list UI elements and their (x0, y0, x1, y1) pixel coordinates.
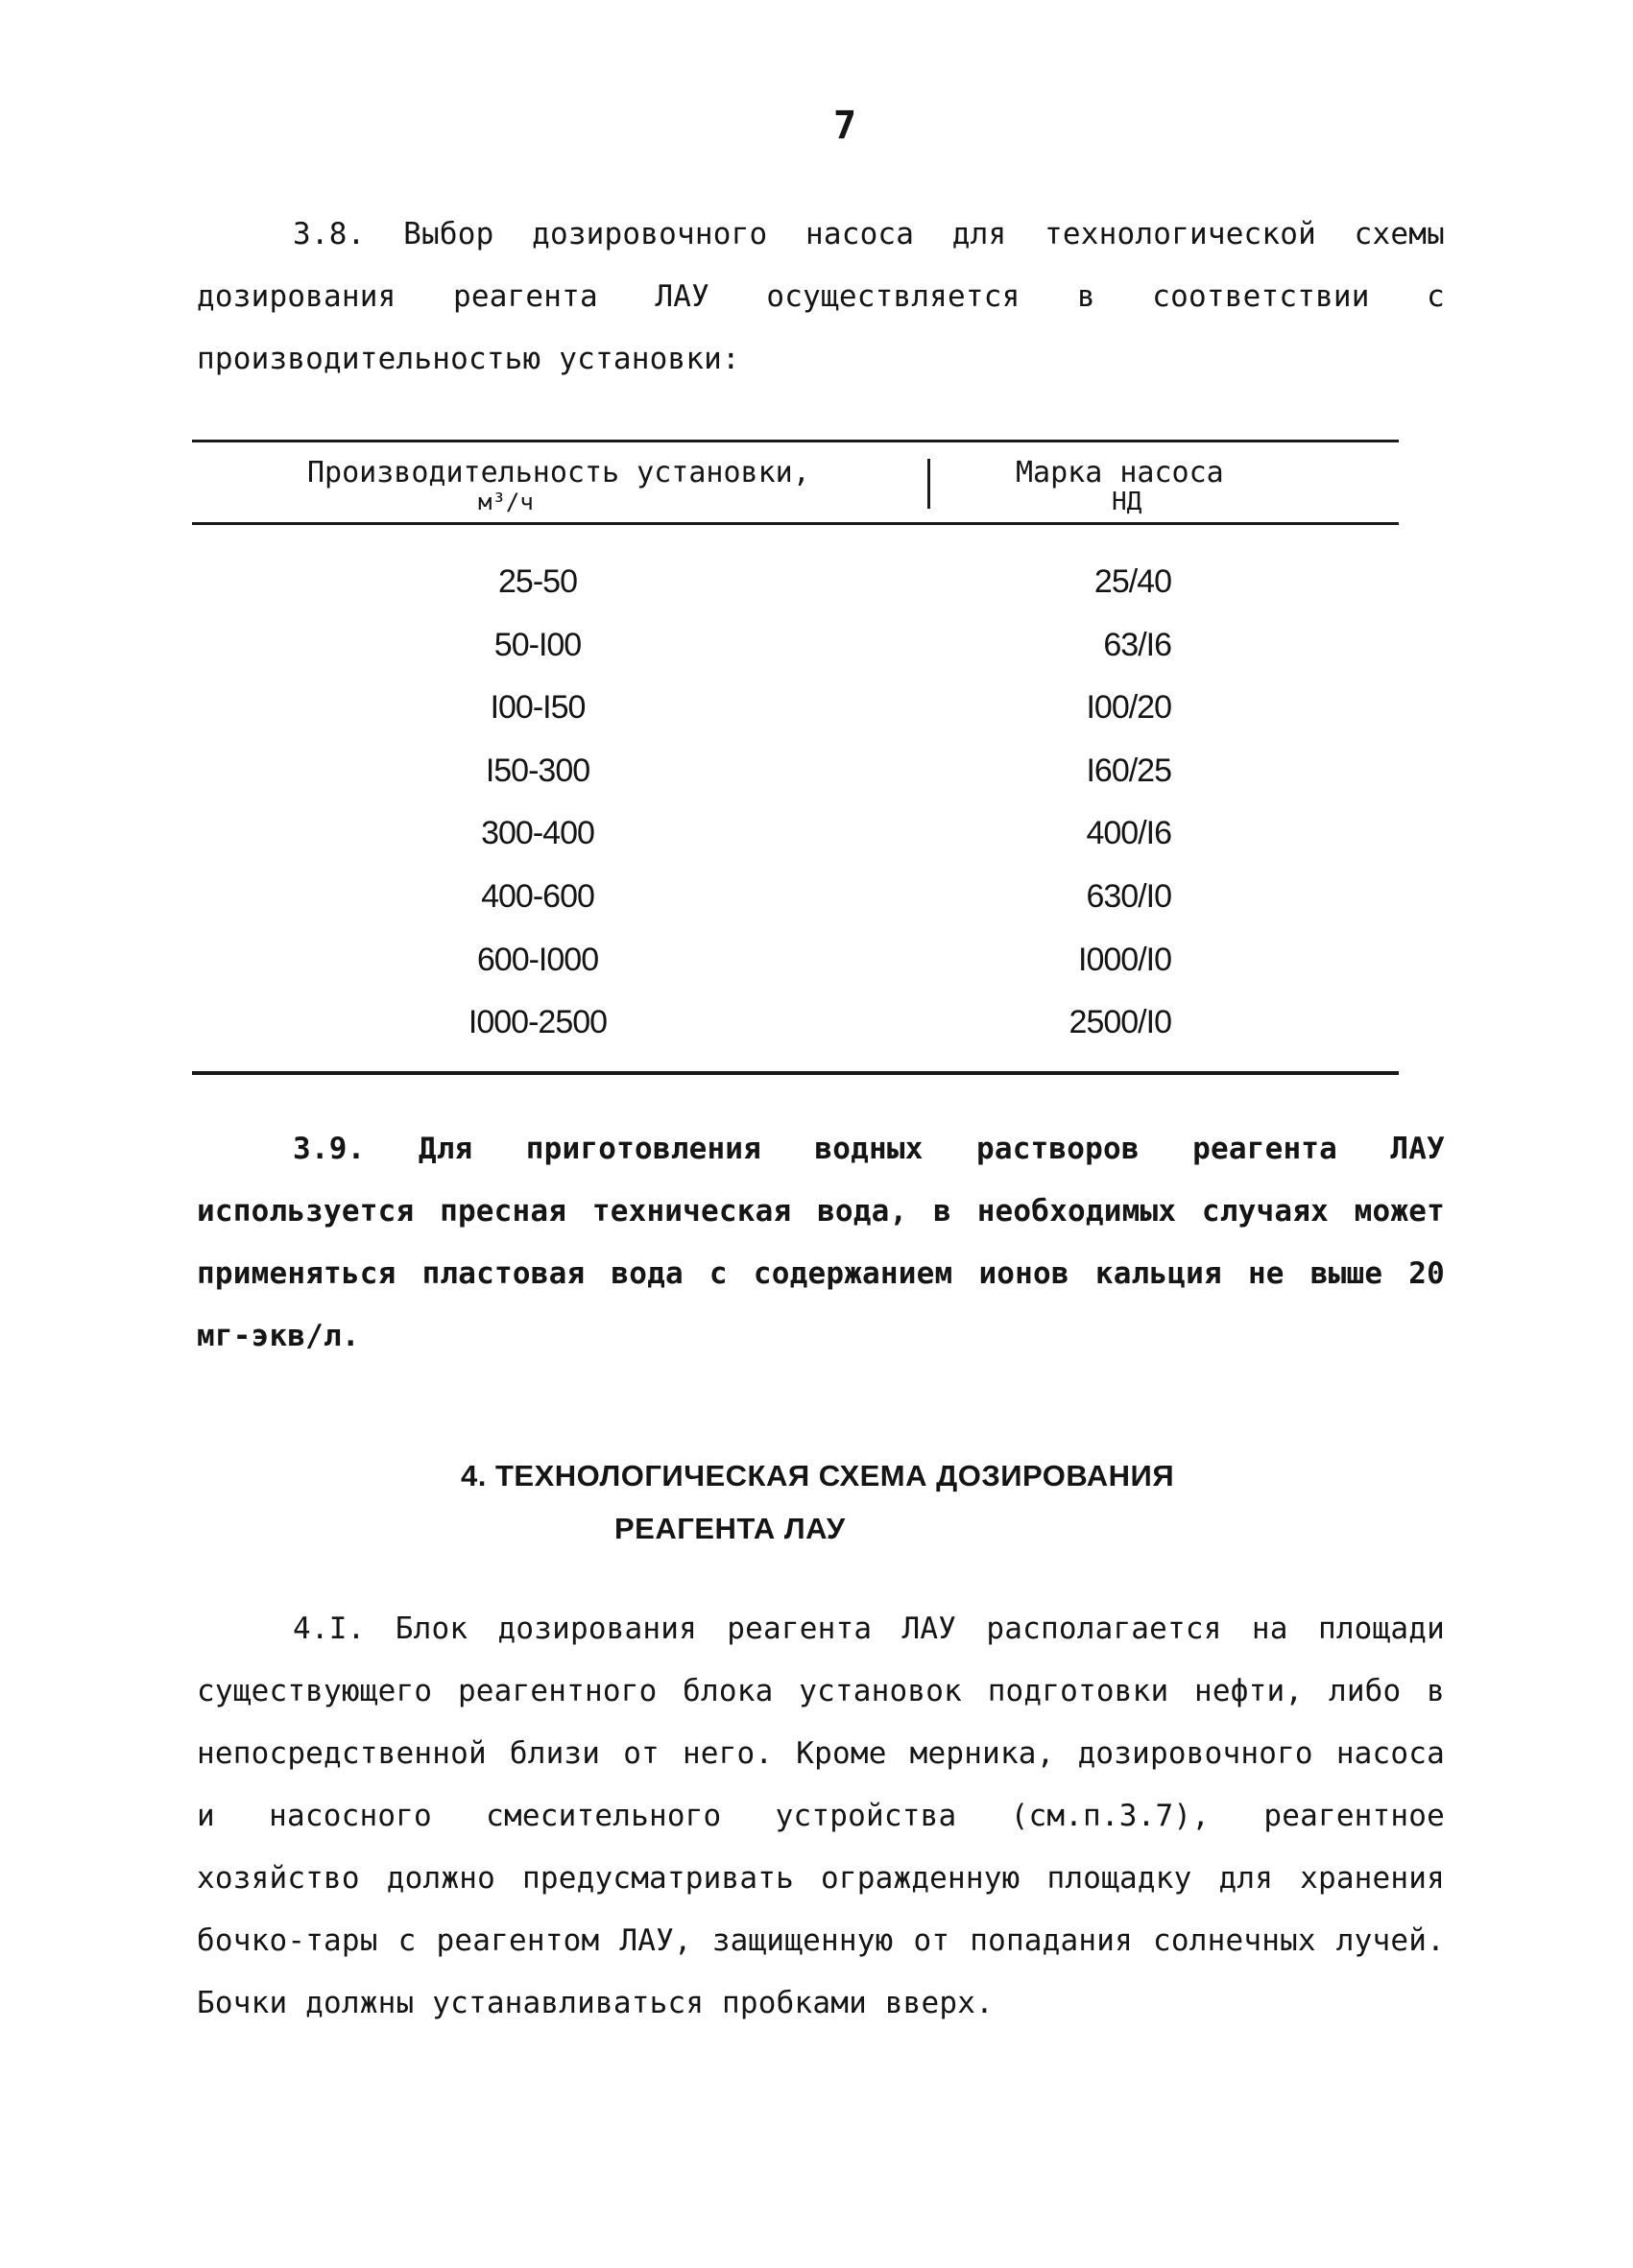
column-header-capacity-unit: м³/ч (478, 489, 534, 515)
paragraph-3-9: 3.9. Для приготовления водных растворов реагента ЛАУ используется пресная техническая вода, в необходимых случаях может применяться пластовая вода с содержанием ионов кальция не выше 20 мг-экв/л. (197, 1132, 1445, 1353)
table-top-rule (192, 440, 1399, 442)
paragraph-3-8: 3.8. Выбор дозировочного насоса для технологической схемы дозирования реагента ЛАУ осуществляется в соответствии с производительностью установки: (197, 217, 1445, 376)
pump-brand-cell: 25/40 (1093, 563, 1171, 600)
pump-brand-cell: I000/I0 (1078, 941, 1171, 978)
section-4-heading: 4. ТЕХНОЛОГИЧЕСКАЯ СХЕМА ДОЗИРОВАНИЯ (461, 1459, 1175, 1492)
pump-brand-cell: I00/20 (1086, 689, 1171, 727)
capacity-range-cell: 50-I00 (493, 626, 582, 663)
column-header-pump-brand: Марка насоса (1016, 456, 1224, 489)
table-header-rule (192, 522, 1399, 525)
capacity-range-cell: I00-I50 (490, 689, 586, 727)
capacity-range-cell: 25-50 (498, 563, 577, 600)
table-row (192, 678, 1399, 741)
table-row (192, 867, 1399, 930)
pump-brand-cell: 400/I6 (1086, 815, 1171, 852)
section-4-heading-line2: РЕАГЕНТА ЛАУ (614, 1512, 846, 1545)
pump-brand-cell: 630/I0 (1086, 877, 1171, 915)
table-row (192, 803, 1399, 867)
pump-brand-cell: I60/25 (1086, 752, 1171, 789)
page-number: 7 (833, 104, 857, 148)
pump-brand-cell: 63/I6 (1103, 626, 1171, 663)
table-row (192, 992, 1399, 1056)
column-header-capacity: Производительность установки, (307, 456, 810, 489)
capacity-range-cell: 400-600 (481, 877, 594, 915)
paragraph-4-1: 4.I. Блок дозирования реагента ЛАУ располагается на площади существующего реагентного блока установок подготовки нефти, либо в непосредственной близи от него. Кроме мерника, дозировочного насоса и насосного смесительного устройства (см.п.3.7), реагентное хозяйство должно предусматривать огражденную площадку для хранения бочко-тары с реагентом ЛАУ, защищенную от попадания солнечных лучей. Бочки должны устанавливаться пробками вверх. (197, 1611, 1445, 2020)
table-row (192, 552, 1399, 615)
table-bottom-rule (192, 1071, 1399, 1075)
table-row (192, 615, 1399, 679)
capacity-range-cell: 300-400 (481, 815, 594, 852)
capacity-range-cell: I50-300 (485, 752, 590, 789)
column-header-pump-brand-sub: НД (1112, 488, 1142, 516)
capacity-range-cell: I000-2500 (468, 1004, 608, 1041)
capacity-range-cell: 600-I000 (476, 941, 599, 978)
table-body (192, 552, 1399, 1056)
table-row (192, 930, 1399, 993)
column-separator (927, 459, 930, 509)
pump-brand-cell: 2500/I0 (1069, 1004, 1171, 1041)
table-row (192, 741, 1399, 804)
